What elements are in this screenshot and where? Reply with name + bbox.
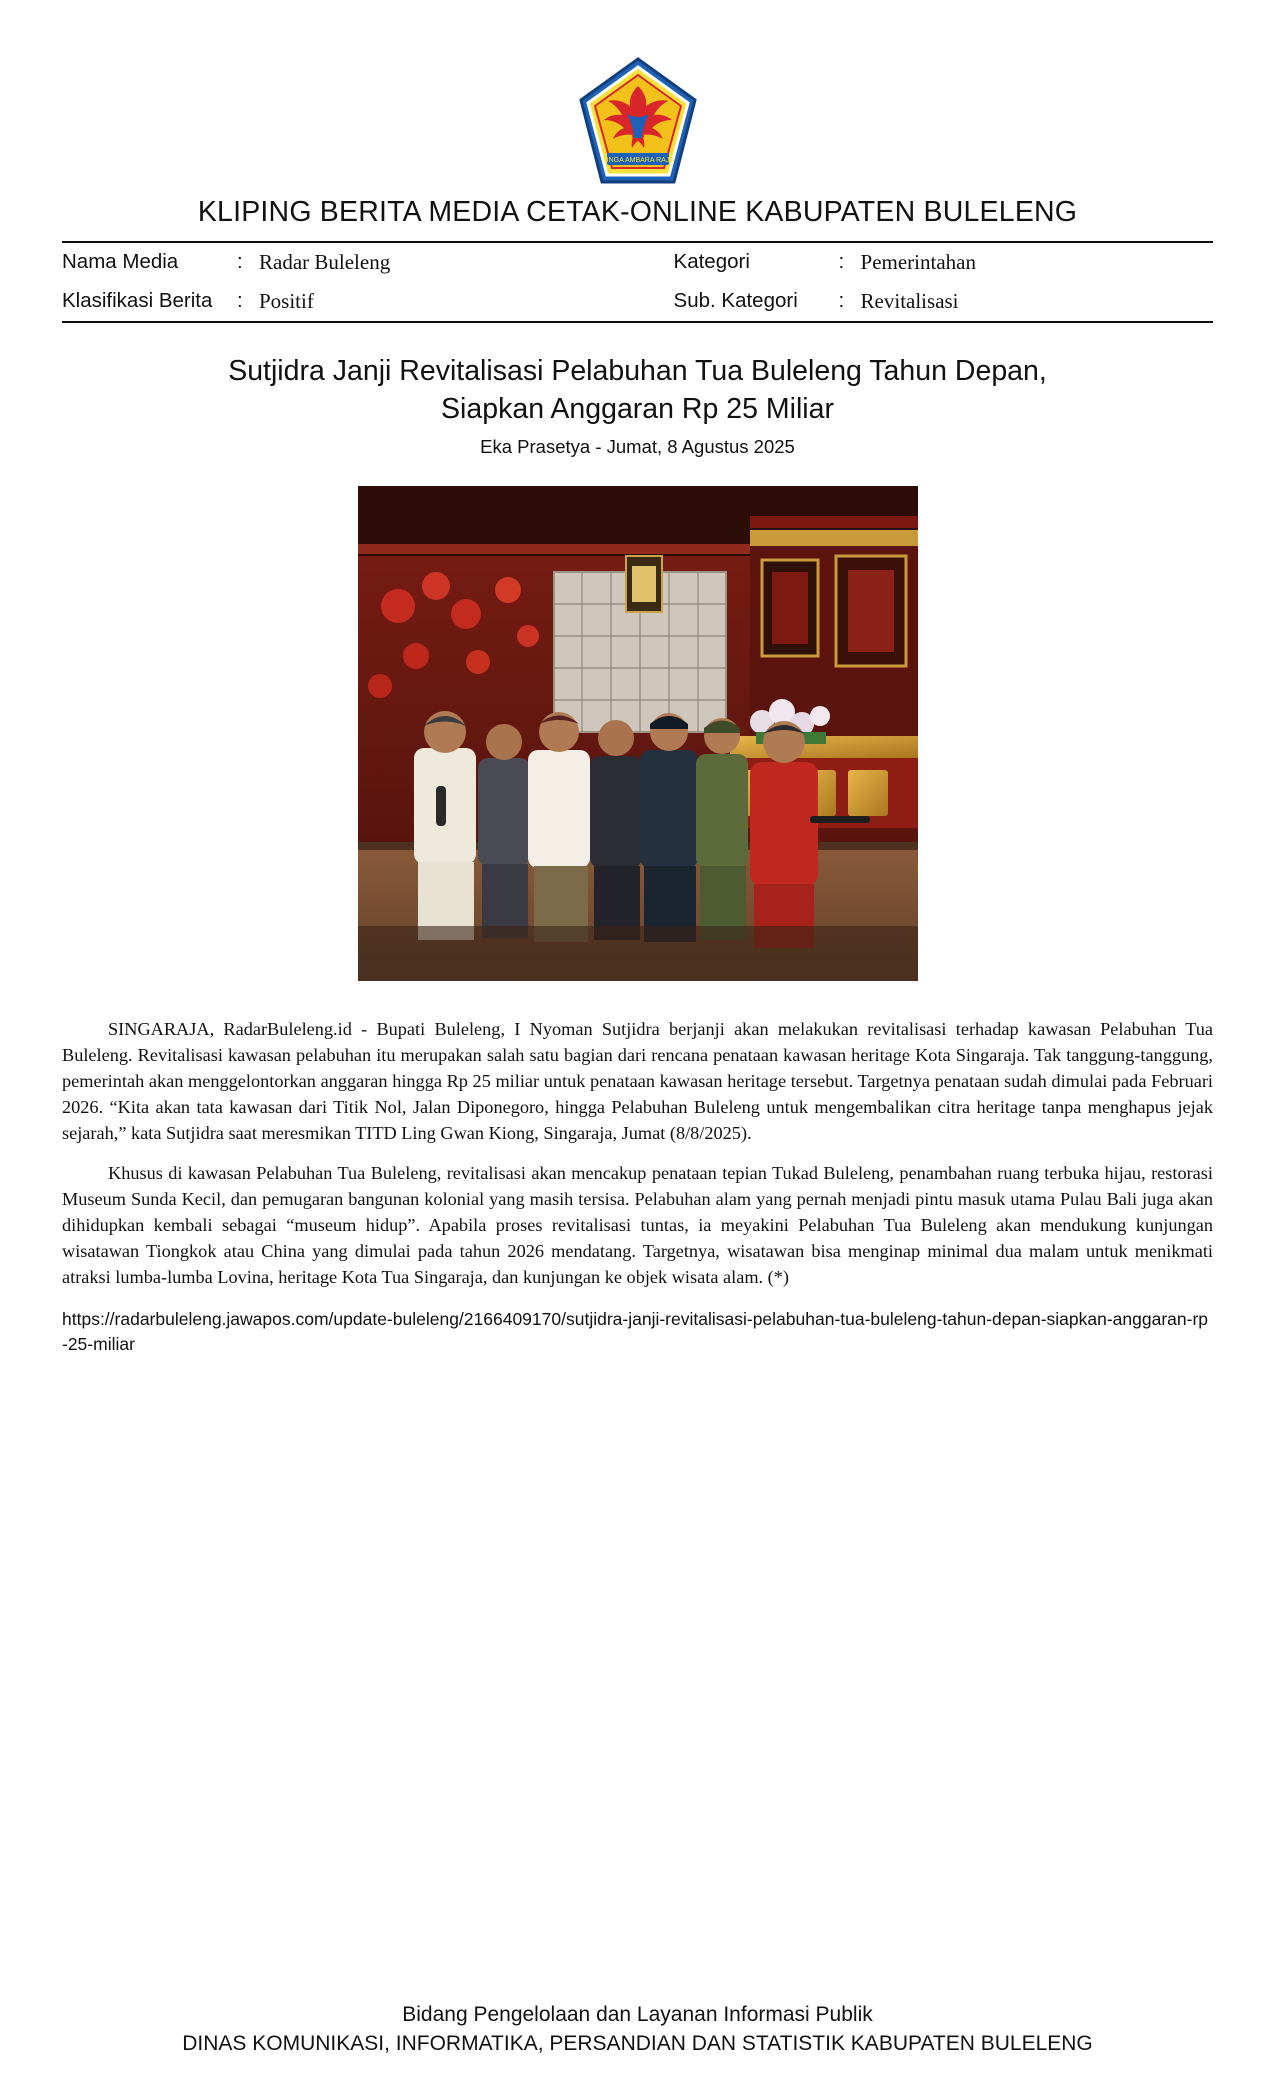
table-row [62,282,1213,321]
footer-line-2: DINAS KOMUNIKASI, INFORMATIKA, PERSANDIAN DAN STATISTIK KABUPATEN BULELENG [182,2032,1093,2055]
value-nama-media: Radar Buleleng [259,250,391,274]
article-source-url[interactable]: https://radarbuleleng.jawapos.com/update-buleleng/2166409170/sutjidra-janji-revitalisasi-pelabuhan-tua-buleleng-tahun-depan-siapkan-anggaran-rp-25-miliar [62,1308,1209,1355]
divider-meta-bottom [62,321,1213,323]
logo-container [62,56,1213,188]
label-nama-media: Nama Media [62,250,179,273]
svg-text:SINGA AMBARA RAJA: SINGA AMBARA RAJA [601,157,674,164]
article-title-line-2: Siapkan Anggaran Rp 25 Miliar [441,392,834,425]
article-paragraph-1: SINGARAJA, RadarBuleleng.id - Bupati Buleleng, I Nyoman Sutjidra berjanji akan melakukan revitalisasi terhadap kawasan Pelabuhan Tua Buleleng. Revitalisasi kawasan pelabuhan itu merupakan salah satu bagian dari rencana penataan kawasan heritage Kota Singaraja. Tak tanggung-tanggung, pemerintah akan menggelontorkan anggaran hingga Rp 25 miliar untuk penataan kawasan heritage tersebut. Targetnya penataan sudah dimulai pada Februari 2026. “Kita akan tata kawasan dari Titik Nol, Jalan Diponegoro, hingga Pelabuhan Buleleng untuk mengembalikan citra heritage tanpa menghapus jejak sejarah,” kata Sutjidra saat meresmikan TITD Ling Gwan Kiong, Singaraja, Jumat (8/8/2025). [62,1019,1213,1144]
buleleng-crest-icon [577,56,699,188]
label-kategori: Kategori [673,250,750,273]
label-klasifikasi-berita: Klasifikasi Berita [62,289,213,312]
value-kategori: Pemerintahan [860,250,976,274]
value-sub-kategori: Revitalisasi [860,289,959,313]
label-sub-kategori: Sub. Kategori [673,289,798,312]
article-paragraph-2: Khusus di kawasan Pelabuhan Tua Buleleng, revitalisasi akan mencakup penataan tepian Tukad Buleleng, penambahan ruang terbuka hijau, restorasi Museum Sunda Kecil, dan pemugaran bangunan kolonial yang masih tersisa. Pelabuhan alam yang pernah menjadi pintu masuk utama Pulau Bali juga akan dihidupkan kembali sebagai “museum hidup”. Apabila proses revitalisasi tuntas, ia meyakini Pelabuhan Tua Buleleng akan mendukung kunjungan wisatawan Tiongkok atau China yang dimulai pada tahun 2026 mendatang. Targetnya, wisatawan bisa menginap minimal dua malam untuk menikmati atraksi lumba-lumba Lovina, heritage Kota Tua Singaraja, dan kunjungan ke objek wisata alam. (*) [62,1163,1213,1287]
media-meta-table [62,243,1213,321]
article-body [62,1017,1213,1357]
document-footer [0,2003,1275,2056]
article-header [62,353,1213,458]
colon-1: : [237,250,243,273]
article-photo-container [62,486,1213,981]
article-photo [358,486,918,981]
table-row [62,243,1213,282]
value-klasifikasi-berita: Positif [259,289,314,313]
colon-2: : [838,250,845,273]
page-title: KLIPING BERITA MEDIA CETAK-ONLINE KABUPATEN BULELENG [197,196,1078,228]
article-title-line-1: Sutjidra Janji Revitalisasi Pelabuhan Tua Buleleng Tahun Depan, [228,355,1047,387]
colon-3: : [237,289,243,312]
footer-line-1: Bidang Pengelolaan dan Layanan Informasi Publik [402,2003,873,2026]
article-byline: Eka Prasetya - Jumat, 8 Agustus 2025 [480,436,795,458]
colon-4: : [838,289,845,312]
